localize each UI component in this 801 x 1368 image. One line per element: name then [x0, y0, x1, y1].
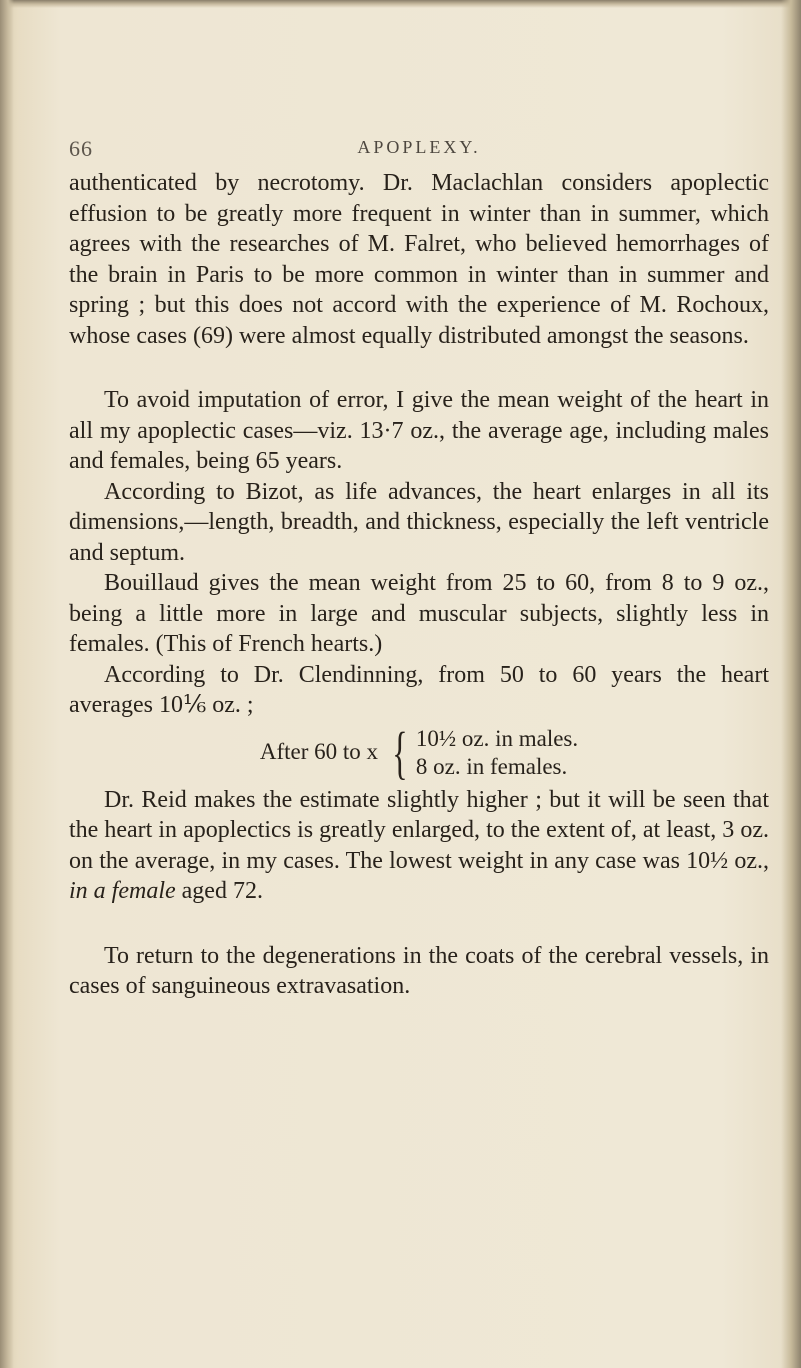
equation-line-females: 8 oz. in females.	[415, 753, 568, 779]
weight-equation	[69, 721, 769, 785]
paragraph-reid-italic: in a female	[69, 878, 176, 904]
paragraph-mean-weight: To avoid imputation of error, I give the mean weight of the heart in all my apoplectic cases—viz. 13·7 oz., the average age, including males and females, being 65 years.	[69, 387, 769, 474]
paragraph-bizot: According to Bizot, as life advances, the heart enlarges in all its dimensions,—length, breadth, and thickness, especially the left ventricle and septum.	[69, 478, 769, 566]
paragraph-clendinning: According to Dr. Clendinning, from 50 to 60 years the heart averages 10⅙ oz. ;	[69, 661, 769, 718]
page-number: 66	[69, 136, 93, 161]
equation-lead: After 60 to x	[259, 739, 379, 765]
paragraph-bouillaud: Bouillaud gives the mean weight from 25 to 60, from 8 to 9 oz., being a little more in large and muscular subjects, slightly less in females. (This of French hearts.)	[69, 570, 769, 657]
paragraph-reid	[69, 785, 769, 907]
paragraph-reid-before: Dr. Reid makes the estimate slightly higher ; but it will be seen that the heart in apoplectics is greatly enlarged, to the extent of, at least, 3 oz. on the average, in my cases. The lowest weight in any case was 10½ oz.,	[69, 786, 769, 874]
paragraph-seasons: authenticated by necrotomy. Dr. Maclachlan considers apoplectic effusion to be greatly more frequent in winter than in summer, which agrees with the researches of M. Falret, who believed hemorrhages of the brain in Paris to be more common in winter than in summer and spring ; but this does not accord with the experience of M. Rochoux, whose cases (69) were almost equally distributed amongst the seasons.	[69, 170, 769, 349]
page-header	[69, 136, 769, 164]
equation-line-males: 10½ oz. in males.	[415, 725, 579, 751]
paragraph-return: To return to the degenerations in the coats of the cerebral vessels, in cases of sanguineous extravasation.	[69, 942, 769, 999]
paragraph-reid-after: aged 72.	[175, 878, 263, 904]
paragraph-gap-2	[69, 907, 769, 941]
paragraph-gap	[69, 351, 769, 385]
left-brace-glyph: {	[392, 719, 408, 785]
body-text	[69, 168, 769, 1002]
page-left-shadow	[0, 0, 14, 1368]
page-top-shadow	[0, 0, 801, 8]
page-right-shadow	[781, 0, 801, 1368]
running-head: APOPLEXY.	[357, 137, 481, 157]
equation-lines	[416, 725, 578, 781]
